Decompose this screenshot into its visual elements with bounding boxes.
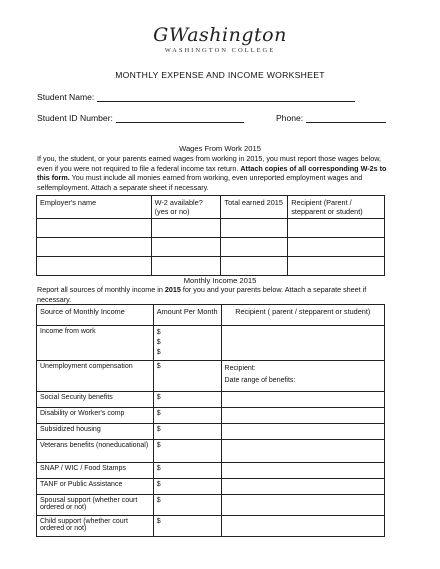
amount-cell[interactable] bbox=[153, 440, 221, 463]
currency-symbol: $ bbox=[156, 497, 161, 504]
logo-signature: GWashington bbox=[153, 24, 287, 46]
col-total-earned: Total earned 2015 bbox=[221, 196, 288, 219]
table-row bbox=[37, 408, 385, 424]
table-row bbox=[37, 219, 385, 238]
table-row bbox=[37, 495, 385, 516]
recipient-cell[interactable] bbox=[221, 495, 384, 516]
amount-cell[interactable] bbox=[153, 392, 221, 408]
currency-symbol: $ bbox=[156, 329, 161, 336]
student-name-field[interactable] bbox=[97, 92, 355, 102]
logo-college-name: WASHINGTON COLLEGE bbox=[164, 47, 276, 54]
total-earned-cell[interactable] bbox=[221, 257, 288, 276]
table-row bbox=[37, 479, 385, 495]
student-name-row bbox=[37, 92, 355, 102]
income-instructions bbox=[37, 285, 397, 304]
currency-symbol: $ bbox=[156, 363, 161, 370]
income-instructions-text-1: Report all sources of monthly income in bbox=[37, 285, 163, 294]
amount-cell[interactable] bbox=[153, 495, 221, 516]
wages-section-title: Wages From Work 2015 bbox=[179, 144, 261, 153]
employer-cell[interactable] bbox=[37, 219, 152, 238]
currency-symbol: $ bbox=[156, 349, 161, 356]
table-row bbox=[37, 424, 385, 440]
income-source-cell: Unemployment compensation bbox=[37, 361, 154, 392]
table-row bbox=[37, 257, 385, 276]
recipient-label: Recipient: bbox=[224, 365, 256, 372]
col-amount-per-month: Amount Per Month bbox=[153, 305, 221, 326]
table-row bbox=[37, 516, 385, 537]
currency-symbol: $ bbox=[156, 339, 161, 346]
recipient-cell[interactable] bbox=[221, 516, 384, 537]
recipient-cell[interactable] bbox=[221, 440, 384, 463]
income-instructions-text-2: for you and your parents below. Attach a separate sheet if necessary. bbox=[37, 285, 367, 304]
w2-cell[interactable] bbox=[151, 219, 221, 238]
recipient-cell[interactable] bbox=[221, 424, 384, 440]
income-source-cell: TANF or Public Assistance bbox=[37, 479, 154, 495]
income-source-cell: Veterans benefits (noneducational) bbox=[37, 440, 154, 463]
table-row bbox=[37, 238, 385, 257]
amount-cell[interactable] bbox=[153, 361, 221, 392]
date-range-label: Date range of benefits: bbox=[224, 377, 296, 384]
employer-cell[interactable] bbox=[37, 257, 152, 276]
col-income-recipient: Recipient ( parent / stepparent or student) bbox=[221, 305, 384, 326]
wages-table bbox=[36, 195, 385, 276]
table-row bbox=[37, 326, 385, 361]
amount-cell[interactable] bbox=[153, 516, 221, 537]
recipient-cell[interactable] bbox=[288, 238, 385, 257]
table-row bbox=[37, 361, 385, 392]
amount-cell[interactable] bbox=[153, 408, 221, 424]
currency-symbol: $ bbox=[156, 394, 161, 401]
recipient-cell[interactable] bbox=[221, 408, 384, 424]
recipient-cell[interactable] bbox=[221, 479, 384, 495]
wages-instructions-text-1: If you, the student, or your parents earned wages from working in 2015, you must report those wages below, even if you were not required to file a federal income tax return. bbox=[37, 154, 381, 173]
total-earned-cell[interactable] bbox=[221, 219, 288, 238]
currency-symbol: $ bbox=[156, 465, 161, 472]
recipient-cell[interactable] bbox=[288, 257, 385, 276]
recipient-cell[interactable] bbox=[221, 392, 384, 408]
income-header-row bbox=[37, 305, 385, 326]
amount-cell[interactable] bbox=[153, 479, 221, 495]
phone-label: Phone: bbox=[275, 113, 304, 123]
amount-cell[interactable] bbox=[153, 424, 221, 440]
income-source-cell: Spousal support (whether court ordered or not) bbox=[37, 495, 154, 516]
wages-instructions bbox=[37, 154, 397, 192]
recipient-cell[interactable] bbox=[221, 463, 384, 479]
income-source-cell: Subsidized housing bbox=[37, 424, 154, 440]
employer-cell[interactable] bbox=[37, 238, 152, 257]
wages-header-row bbox=[37, 196, 385, 219]
recipient-cell[interactable] bbox=[221, 361, 384, 392]
income-source-cell: Disability or Worker's comp bbox=[37, 408, 154, 424]
table-row bbox=[37, 463, 385, 479]
student-id-row bbox=[37, 113, 386, 123]
currency-symbol: $ bbox=[156, 518, 161, 525]
income-instructions-bold: 2015 bbox=[164, 285, 181, 294]
college-logo bbox=[0, 24, 440, 54]
col-employer-name: Employer's name bbox=[37, 196, 152, 219]
table-row bbox=[37, 392, 385, 408]
income-source-cell: Social Security benefits bbox=[37, 392, 154, 408]
col-recipient: Recipient (Parent / stepparent or student) bbox=[288, 196, 385, 219]
col-w2-available: W-2 available? (yes or no) bbox=[151, 196, 221, 219]
wages-instructions-bold: Attach copies of all corresponding W-2s to this form. bbox=[37, 163, 387, 182]
income-table bbox=[36, 304, 385, 537]
recipient-cell[interactable] bbox=[288, 219, 385, 238]
student-id-field[interactable] bbox=[116, 113, 244, 123]
currency-symbol: $ bbox=[156, 426, 161, 433]
income-section-title: Monthly Income 2015 bbox=[183, 276, 257, 285]
currency-symbol: $ bbox=[156, 410, 161, 417]
amount-cell[interactable] bbox=[153, 326, 221, 361]
table-row bbox=[37, 440, 385, 463]
recipient-cell[interactable] bbox=[221, 326, 384, 361]
page-title: MONTHLY EXPENSE AND INCOME WORKSHEET bbox=[115, 70, 325, 80]
currency-symbol: $ bbox=[156, 481, 161, 488]
amount-cell[interactable] bbox=[153, 463, 221, 479]
total-earned-cell[interactable] bbox=[221, 238, 288, 257]
w2-cell[interactable] bbox=[151, 257, 221, 276]
income-source-cell: SNAP / WIC / Food Stamps bbox=[37, 463, 154, 479]
student-id-label: Student ID Number: bbox=[37, 113, 113, 123]
col-income-source: Source of Monthly Income bbox=[37, 305, 154, 326]
student-name-label: Student Name: bbox=[37, 92, 95, 102]
currency-symbol: $ bbox=[156, 442, 161, 449]
w2-cell[interactable] bbox=[151, 238, 221, 257]
wages-instructions-text-2: You must include all monies earned from working, even unreported employment wages and selfemployment. Attach a separate sheet if necessary. bbox=[37, 173, 363, 192]
income-source-cell: Child support (whether court ordered or not) bbox=[37, 516, 154, 537]
income-source-cell: Income from work bbox=[37, 326, 154, 361]
phone-field[interactable] bbox=[306, 113, 386, 123]
